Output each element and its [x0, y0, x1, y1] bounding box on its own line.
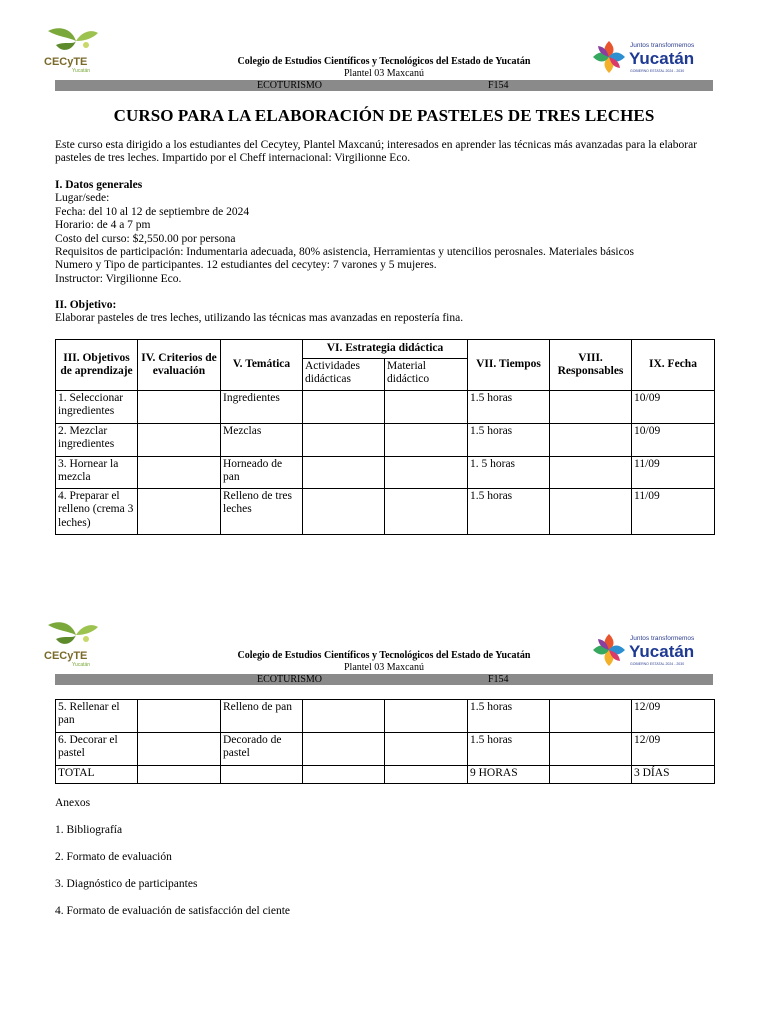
cell-material [385, 457, 468, 489]
cell-fecha: 10/09 [632, 424, 715, 457]
datos-line: Numero y Tipo de participantes. 12 estudiantes del cecytey: 7 varones y 5 mujeres. [55, 259, 437, 272]
table-row [56, 457, 715, 489]
svg-text:CECyTE: CECyTE [44, 650, 88, 662]
cell-actividades [303, 424, 385, 457]
header-actividades: Actividades didácticas [303, 359, 385, 391]
cell-objetivo: 2. Mezclar ingredientes [56, 424, 138, 457]
form-code: F154 [488, 674, 509, 685]
header-responsables: VIII. Responsables [550, 340, 632, 391]
cell-material [385, 489, 468, 535]
header-tematica: V. Temática [221, 340, 303, 391]
cell-responsable [550, 700, 632, 733]
cell-fecha: 3 DÍAS [632, 766, 715, 784]
cell-objetivo: 5. Rellenar el pan [56, 700, 138, 733]
svg-text:Yucatán: Yucatán [72, 662, 91, 667]
datos-line: Costo del curso: $2,550.00 por persona [55, 232, 236, 245]
svg-text:Yucatán: Yucatán [629, 49, 695, 68]
plantel-name: Plantel 03 Maxcanú [344, 68, 424, 79]
svg-text:Yucatán: Yucatán [629, 642, 695, 661]
anexo-item: 1. Bibliografía [55, 824, 123, 836]
cell-tematica: Relleno de tres leches [221, 489, 303, 535]
datos-line: Lugar/sede: [55, 192, 110, 205]
cecyte-logo [42, 617, 102, 667]
header-objetivos: III. Objetivos de aprendizaje [56, 340, 138, 391]
objetivo-section [55, 299, 463, 326]
intro-paragraph [55, 139, 697, 166]
header-material: Material didáctico [385, 359, 468, 391]
cell-tiempo: 9 HORAS [468, 766, 550, 784]
yucatan-logo [592, 631, 698, 669]
yucatan-logo [592, 38, 698, 76]
cell-actividades [303, 733, 385, 766]
cell-material [385, 391, 468, 424]
plantel-name: Plantel 03 Maxcanú [344, 662, 424, 673]
cell-fecha: 10/09 [632, 391, 715, 424]
cell-material [385, 424, 468, 457]
svg-text:CECyTE: CECyTE [44, 56, 88, 68]
table-row [56, 700, 715, 733]
anexo-item: 2. Formato de evaluación [55, 851, 172, 863]
cell-tiempo: 1. 5 horas [468, 457, 550, 489]
cell-criterio [138, 766, 221, 784]
area-label: ECOTURISMO [257, 674, 323, 685]
cell-fecha: 12/09 [632, 733, 715, 766]
cell-tiempo: 1.5 horas [468, 391, 550, 424]
header-fecha: IX. Fecha [632, 340, 715, 391]
intro-line: pasteles de tres leches. Impartido por el Cheff internacional: Virgilionne Eco. [55, 152, 411, 165]
svg-text:Juntos transformemos: Juntos transformemos [630, 42, 695, 49]
cell-actividades [303, 391, 385, 424]
svg-text:GOBIERNO ESTATAL 2024 - 2030: GOBIERNO ESTATAL 2024 - 2030 [630, 662, 685, 666]
anexo-item: 3. Diagnóstico de participantes [55, 878, 198, 890]
cell-responsable [550, 457, 632, 489]
anexo-item: 4. Formato de evaluación de satisfacción del ciente [55, 905, 291, 917]
plan-table [55, 339, 715, 535]
datos-heading: I. Datos generales [55, 179, 143, 191]
cell-criterio [138, 489, 221, 535]
svg-text:GOBIERNO ESTATAL 2024 - 2030: GOBIERNO ESTATAL 2024 - 2030 [630, 69, 685, 73]
datos-generales [55, 179, 634, 286]
header-bar [55, 674, 713, 685]
cell-fecha: 11/09 [632, 489, 715, 535]
institution-name: Colegio de Estudios Científicos y Tecnológicos del Estado de Yucatán [237, 650, 531, 661]
table-row [56, 424, 715, 457]
svg-text:Juntos transformemos: Juntos transformemos [630, 635, 695, 642]
cell-tiempo: 1.5 horas [468, 424, 550, 457]
datos-line: Horario: de 4 a 7 pm [55, 219, 151, 232]
cell-responsable [550, 424, 632, 457]
cell-objetivo: 3. Hornear la mezcla [56, 457, 138, 489]
cell-criterio [138, 733, 221, 766]
cell-tematica: Horneado de pan [221, 457, 303, 489]
cell-actividades [303, 457, 385, 489]
cell-objetivo: 4. Preparar el relleno (crema 3 leches) [56, 489, 138, 535]
cell-actividades [303, 489, 385, 535]
cell-criterio [138, 424, 221, 457]
table-row [56, 489, 715, 535]
header-criterios: IV. Criterios de evaluación [138, 340, 221, 391]
table-row-total [56, 766, 715, 784]
svg-text:Yucatán: Yucatán [72, 68, 91, 73]
cell-responsable [550, 391, 632, 424]
institution-name: Colegio de Estudios Científicos y Tecnológicos del Estado de Yucatán [237, 56, 531, 67]
cecyte-logo [42, 23, 102, 73]
cell-actividades [303, 766, 385, 784]
objetivo-heading: II. Objetivo: [55, 299, 117, 311]
form-code: F154 [488, 80, 509, 91]
cell-responsable [550, 733, 632, 766]
course-title: CURSO PARA LA ELABORACIÓN DE PASTELES DE TRES LECHES [113, 106, 655, 125]
cell-tiempo: 1.5 horas [468, 733, 550, 766]
cell-responsable [550, 766, 632, 784]
cell-tematica: Relleno de pan [221, 700, 303, 733]
anexos-heading: Anexos [55, 797, 91, 809]
datos-line: Requisitos de participación: Indumentaria adecuada, 80% asistencia, Herramientas y utencilios perosnales. Materiales básicos [55, 246, 634, 259]
cell-responsable [550, 489, 632, 535]
cell-tematica: Ingredientes [221, 391, 303, 424]
plan-table-continued [55, 699, 715, 784]
cell-criterio [138, 700, 221, 733]
intro-line: Este curso esta dirigido a los estudiantes del Cecytey, Plantel Maxcanú; interesados en aprender las técnicas más avanzadas para la elaborar [55, 139, 698, 151]
header-tiempos: VII. Tiempos [468, 340, 550, 391]
cell-objetivo: 1. Seleccionar ingredientes [56, 391, 138, 424]
datos-line: Fecha: del 10 al 12 de septiembre de 2024 [55, 205, 250, 218]
header-bar [55, 80, 713, 91]
cell-material [385, 733, 468, 766]
cell-tematica: Mezclas [221, 424, 303, 457]
cell-tiempo: 1.5 horas [468, 489, 550, 535]
cell-material [385, 700, 468, 733]
cell-actividades [303, 700, 385, 733]
cell-tiempo: 1.5 horas [468, 700, 550, 733]
datos-line: Instructor: Virgilionne Eco. [55, 272, 182, 285]
header-estrategia: VI. Estrategia didáctica [303, 340, 468, 359]
area-label: ECOTURISMO [257, 80, 323, 91]
cell-fecha: 11/09 [632, 457, 715, 489]
objetivo-text: Elaborar pasteles de tres leches, utilizando las técnicas mas avanzadas en repostería fina. [55, 312, 464, 325]
table-row [56, 733, 715, 766]
table-row [56, 391, 715, 424]
cell-fecha: 12/09 [632, 700, 715, 733]
cell-tematica [221, 766, 303, 784]
cell-criterio [138, 391, 221, 424]
cell-objetivo: 6. Decorar el pastel [56, 733, 138, 766]
cell-tematica: Decorado de pastel [221, 733, 303, 766]
cell-objetivo: TOTAL [56, 766, 138, 784]
cell-material [385, 766, 468, 784]
cell-criterio [138, 457, 221, 489]
